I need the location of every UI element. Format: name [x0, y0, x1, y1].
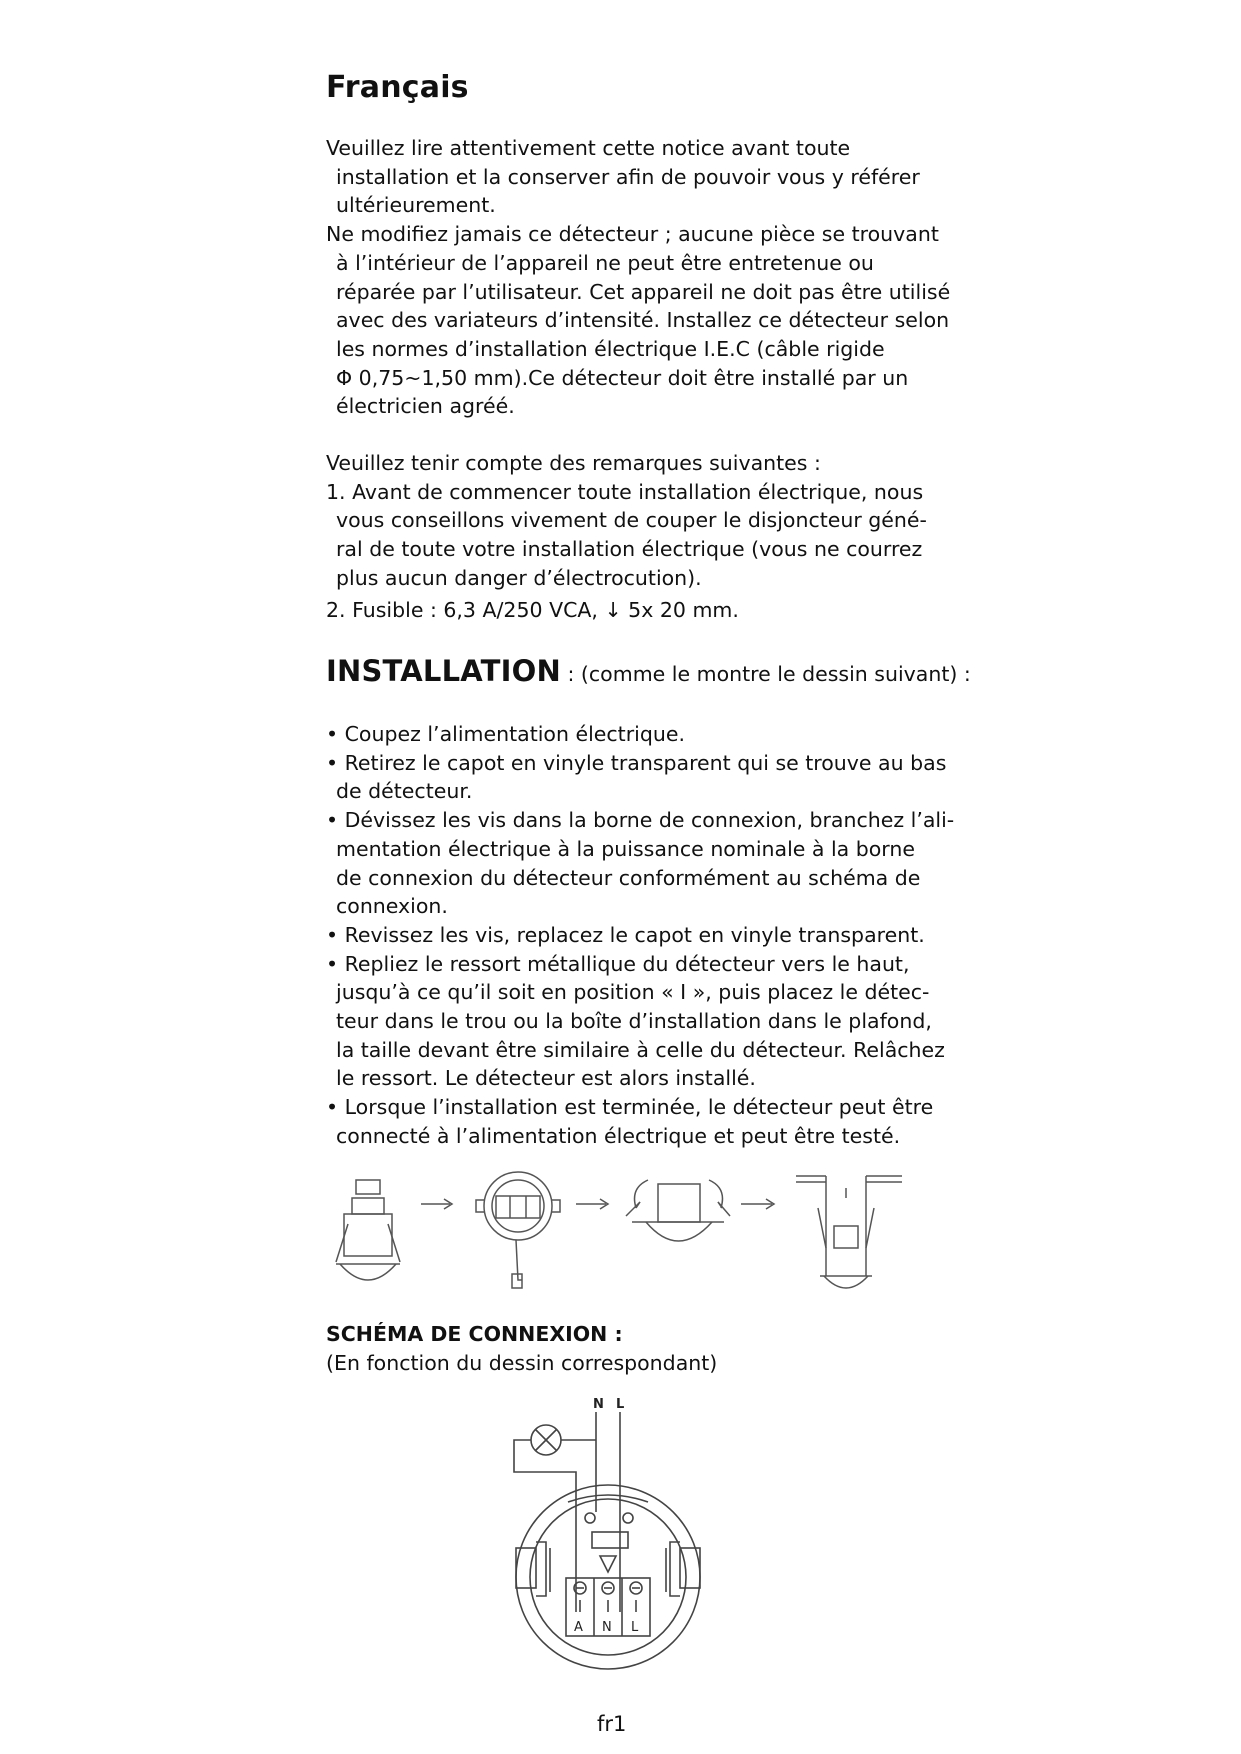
text-line: les normes d’installation électrique I.E.C (câble rigide	[336, 336, 885, 361]
text-line: Ne modifiez jamais ce détecteur ; aucune pièce se trouvant	[326, 222, 939, 247]
installation-subtitle: : (comme le montre le dessin suivant) :	[560, 662, 971, 686]
intro-paragraph	[326, 134, 950, 421]
fuse-line: 2. Fusible : 6,3 A/250 VCA, ↓ 5x 20 mm.	[326, 597, 739, 622]
text-line: jusqu’à ce qu’il soit en position « I », puis placez le détec-	[336, 980, 930, 1005]
text-line: vous conseillons vivement de couper le disjoncteur géné-	[336, 508, 927, 533]
page-title: Français	[326, 70, 469, 105]
installation-steps-text	[326, 720, 954, 1151]
text-line: • Revissez les vis, replacez le capot en vinyle transparent.	[326, 922, 925, 947]
text-line: mentation électrique à la puissance nominale à la borne	[336, 836, 915, 861]
text-line: Veuillez lire attentivement cette notice avant toute	[326, 136, 851, 160]
text-line: la taille devant être similaire à celle du détecteur. Relâchez	[336, 1037, 945, 1062]
remarks-paragraph	[326, 449, 927, 624]
text-line: Φ 0,75~1,50 mm).Ce détecteur doit être installé par un	[336, 365, 909, 390]
text-line: • Coupez l’alimentation électrique.	[326, 722, 685, 746]
terminal-a-label: A	[574, 1620, 583, 1635]
installation-heading	[326, 654, 971, 688]
text-line: le ressort. Le détecteur est alors installé.	[336, 1066, 756, 1091]
text-line: connexion.	[336, 894, 448, 919]
detector-top-drawing	[476, 1172, 560, 1288]
installation-steps-illustration	[326, 1168, 946, 1298]
text-line: • Repliez le ressort métallique du détecteur vers le haut,	[326, 951, 910, 976]
wiring-diagram	[506, 1392, 746, 1682]
neutral-label: N	[593, 1397, 604, 1412]
text-line: électricien agréé.	[336, 394, 515, 419]
terminal-l-label: L	[631, 1620, 639, 1635]
detector-side-drawing	[336, 1180, 400, 1280]
text-line: à l’intérieur de l’appareil ne peut être entretenue ou	[336, 250, 874, 275]
schema-subtitle: (En fonction du dessin correspondant)	[326, 1351, 718, 1375]
text-line: ultérieurement.	[336, 193, 496, 218]
text-line: avec des variateurs d’intensité. Installez ce détecteur selon	[336, 308, 950, 333]
live-label: L	[616, 1397, 625, 1412]
text-line: 1. Avant de commencer toute installation électrique, nous	[326, 479, 924, 504]
text-line: de détecteur.	[336, 779, 473, 804]
text-line: • Retirez le capot en vinyle transparent qui se trouve au bas	[326, 750, 947, 775]
detector-body-drawing	[516, 1485, 700, 1669]
terminal-n-label: N	[602, 1620, 612, 1635]
arrow-icon	[576, 1199, 608, 1209]
page-number: fr1	[597, 1712, 627, 1736]
text-line: installation et la conserver afin de pouvoir vous y référer	[336, 164, 920, 189]
text-line: réparée par l’utilisateur. Cet appareil ne doit pas être utilisé	[336, 279, 951, 304]
text-line: Veuillez tenir compte des remarques suivantes :	[326, 451, 821, 475]
text-line: de connexion du détecteur conformément au schéma de	[336, 865, 921, 890]
text-line: • Lorsque l’installation est terminée, le détecteur peut être	[326, 1095, 934, 1120]
detector-spring-drawing	[626, 1180, 730, 1241]
text-line: connecté à l’alimentation électrique et peut être testé.	[336, 1123, 901, 1148]
text-line: teur dans le trou ou la boîte d’installation dans le plafond,	[336, 1009, 932, 1034]
text-line: • Dévissez les vis dans la borne de connexion, branchez l’ali-	[326, 808, 955, 833]
arrow-icon	[741, 1199, 774, 1209]
text-line: ral de toute votre installation électrique (vous ne courrez	[336, 537, 923, 562]
detector-ceiling-drawing	[796, 1176, 902, 1288]
installation-title: INSTALLATION	[326, 654, 561, 688]
text-line: plus aucun danger d’électrocution).	[336, 565, 702, 590]
lamp-icon	[531, 1425, 561, 1455]
schema-title: SCHÉMA DE CONNEXION :	[326, 1322, 623, 1346]
arrow-icon	[421, 1199, 452, 1209]
